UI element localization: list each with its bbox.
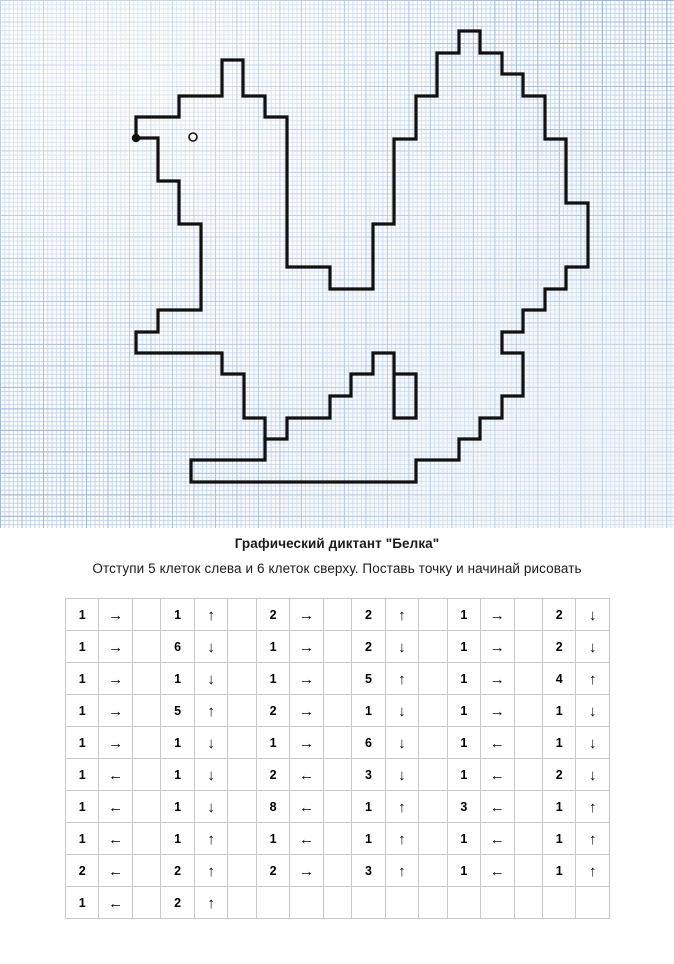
direction-arrow-icon xyxy=(99,855,132,887)
step-count: 3 xyxy=(352,759,385,791)
spacer-cell xyxy=(419,823,448,855)
step-count: 1 xyxy=(352,823,385,855)
direction-arrow-icon xyxy=(385,727,418,759)
step-count: 6 xyxy=(161,631,194,663)
table-row xyxy=(66,855,610,887)
arrow-glyph: ↑ xyxy=(207,607,215,624)
table-row xyxy=(66,791,610,823)
direction-arrow-icon xyxy=(194,791,227,823)
arrow-glyph: ← xyxy=(108,831,124,848)
direction-arrow-icon xyxy=(99,599,132,631)
step-count: 1 xyxy=(161,663,194,695)
direction-arrow-icon xyxy=(194,663,227,695)
direction-arrow-icon xyxy=(194,759,227,791)
arrow-glyph: ↓ xyxy=(398,767,406,784)
spacer-cell xyxy=(132,695,161,727)
step-count: 1 xyxy=(66,599,99,631)
spacer-cell xyxy=(419,727,448,759)
step-count: 1 xyxy=(447,663,480,695)
spacer-cell xyxy=(132,663,161,695)
direction-arrow-icon xyxy=(99,887,132,919)
start-point-dot xyxy=(132,134,140,142)
spacer-cell xyxy=(323,663,352,695)
arrow-glyph: ↓ xyxy=(207,639,215,656)
direction-arrow-icon xyxy=(290,695,323,727)
direction-arrow-icon xyxy=(385,855,418,887)
step-count: 1 xyxy=(352,791,385,823)
step-count: 1 xyxy=(543,823,576,855)
step-count: 1 xyxy=(447,599,480,631)
step-count: 2 xyxy=(66,855,99,887)
table-row xyxy=(66,727,610,759)
spacer-cell xyxy=(228,855,257,887)
table-row xyxy=(66,599,610,631)
step-count: 5 xyxy=(352,663,385,695)
arrow-glyph: ↓ xyxy=(207,799,215,816)
spacer-cell xyxy=(514,855,543,887)
direction-arrow-icon xyxy=(99,823,132,855)
spacer-cell xyxy=(132,855,161,887)
direction-arrow-icon xyxy=(194,631,227,663)
step-count: 1 xyxy=(543,727,576,759)
arrow-glyph: ← xyxy=(108,863,124,880)
step-count: 1 xyxy=(543,695,576,727)
step-count: 1 xyxy=(447,759,480,791)
arrow-glyph: ← xyxy=(108,895,124,912)
direction-arrow-icon xyxy=(481,631,514,663)
step-count xyxy=(543,887,576,919)
spacer-cell xyxy=(323,887,352,919)
spacer-cell xyxy=(228,695,257,727)
arrow-glyph: → xyxy=(298,735,314,752)
spacer-cell xyxy=(514,823,543,855)
arrow-glyph: → xyxy=(489,607,505,624)
spacer-cell xyxy=(228,823,257,855)
direction-arrow-icon xyxy=(194,727,227,759)
step-count: 8 xyxy=(256,791,289,823)
table-row xyxy=(66,663,610,695)
direction-arrow-icon xyxy=(290,823,323,855)
step-count: 1 xyxy=(66,727,99,759)
step-count: 1 xyxy=(66,791,99,823)
step-count: 1 xyxy=(66,887,99,919)
spacer-cell xyxy=(228,599,257,631)
direction-arrow-icon xyxy=(385,631,418,663)
arrow-glyph: ↑ xyxy=(588,671,597,688)
spacer-cell xyxy=(514,695,543,727)
spacer-cell xyxy=(419,887,448,919)
step-count: 1 xyxy=(256,727,289,759)
step-count: 1 xyxy=(543,791,576,823)
step-count: 1 xyxy=(543,855,576,887)
arrow-glyph: ← xyxy=(298,799,314,816)
arrow-glyph: ↓ xyxy=(588,735,597,752)
spacer-cell xyxy=(323,695,352,727)
spacer-cell xyxy=(514,759,543,791)
step-count: 1 xyxy=(256,631,289,663)
arrow-glyph: ↓ xyxy=(207,671,215,688)
arrow-glyph: ↓ xyxy=(588,767,597,784)
step-count: 2 xyxy=(543,759,576,791)
direction-arrow-icon xyxy=(194,855,227,887)
spacer-cell xyxy=(514,887,543,919)
direction-arrow-icon xyxy=(385,759,418,791)
arrow-glyph: → xyxy=(298,607,314,624)
direction-arrow-icon xyxy=(385,791,418,823)
direction-arrow-icon xyxy=(194,695,227,727)
arrow-glyph: ← xyxy=(298,831,314,848)
step-count: 2 xyxy=(352,599,385,631)
direction-arrow-icon xyxy=(194,599,227,631)
direction-arrow-icon xyxy=(576,695,610,727)
spacer-cell xyxy=(132,823,161,855)
direction-arrow-icon xyxy=(194,887,227,919)
direction-arrow-icon xyxy=(290,759,323,791)
step-count: 2 xyxy=(543,599,576,631)
arrow-glyph: ↑ xyxy=(588,863,597,880)
direction-arrow-icon xyxy=(99,791,132,823)
step-count: 2 xyxy=(256,855,289,887)
page-title: Графический диктант "Белка" xyxy=(234,536,440,551)
step-count: 1 xyxy=(66,695,99,727)
direction-arrow-icon xyxy=(576,663,610,695)
direction-arrow-icon xyxy=(576,791,610,823)
spacer-cell xyxy=(228,663,257,695)
table-row xyxy=(66,695,610,727)
direction-arrow-icon xyxy=(481,695,514,727)
spacer-cell xyxy=(419,695,448,727)
arrow-glyph: → xyxy=(298,863,314,880)
direction-arrow-icon xyxy=(385,663,418,695)
direction-arrow-icon xyxy=(385,599,418,631)
direction-arrow-icon xyxy=(385,887,418,919)
arrow-glyph: ← xyxy=(108,799,124,816)
arrow-glyph: ↑ xyxy=(588,831,597,848)
spacer-cell xyxy=(514,631,543,663)
arrow-glyph: → xyxy=(489,639,505,656)
arrow-glyph: ↑ xyxy=(207,895,215,912)
arrow-glyph: ↑ xyxy=(207,863,215,880)
step-count: 1 xyxy=(161,759,194,791)
direction-arrow-icon xyxy=(576,599,610,631)
arrow-glyph: ↑ xyxy=(398,831,406,848)
spacer-cell xyxy=(228,887,257,919)
step-count: 1 xyxy=(161,727,194,759)
direction-arrow-icon xyxy=(99,663,132,695)
step-count: 1 xyxy=(161,791,194,823)
direction-arrow-icon xyxy=(290,727,323,759)
direction-arrow-icon xyxy=(385,823,418,855)
direction-arrow-icon xyxy=(290,631,323,663)
eye-icon xyxy=(189,133,197,141)
spacer-cell xyxy=(228,791,257,823)
step-count: 1 xyxy=(447,823,480,855)
arrow-glyph: ← xyxy=(108,767,124,784)
direction-arrow-icon xyxy=(290,887,323,919)
direction-arrow-icon xyxy=(481,759,514,791)
arrow-glyph: → xyxy=(108,607,124,624)
direction-arrow-icon xyxy=(385,695,418,727)
arrow-glyph: ↓ xyxy=(207,735,215,752)
arrow-glyph: ↑ xyxy=(398,863,406,880)
arrow-glyph: ↓ xyxy=(588,607,597,624)
arrow-glyph: ← xyxy=(489,831,505,848)
spacer-cell xyxy=(228,631,257,663)
spacer-cell xyxy=(419,791,448,823)
spacer-cell xyxy=(419,855,448,887)
arrow-glyph: ← xyxy=(489,767,505,784)
arrow-glyph: ↓ xyxy=(588,639,597,656)
spacer-cell xyxy=(228,727,257,759)
step-count: 2 xyxy=(256,599,289,631)
step-count: 2 xyxy=(352,631,385,663)
arrow-glyph: → xyxy=(489,671,505,688)
arrow-glyph: ← xyxy=(298,767,314,784)
step-count: 2 xyxy=(161,887,194,919)
step-count: 1 xyxy=(447,727,480,759)
direction-arrow-icon xyxy=(99,759,132,791)
spacer-cell xyxy=(419,759,448,791)
spacer-cell xyxy=(323,791,352,823)
step-count: 5 xyxy=(161,695,194,727)
step-count: 1 xyxy=(66,663,99,695)
step-count: 6 xyxy=(352,727,385,759)
dictation-table-wrap xyxy=(65,598,610,919)
step-count xyxy=(447,887,480,919)
arrow-glyph: → xyxy=(298,671,314,688)
caption-block xyxy=(0,536,674,576)
spacer-cell xyxy=(419,599,448,631)
table-row xyxy=(66,823,610,855)
arrow-glyph: ← xyxy=(489,735,505,752)
direction-arrow-icon xyxy=(576,855,610,887)
arrow-glyph: ↓ xyxy=(398,735,406,752)
arrow-glyph: ↑ xyxy=(398,799,406,816)
table-row xyxy=(66,631,610,663)
step-count: 1 xyxy=(66,823,99,855)
step-count: 1 xyxy=(161,823,194,855)
step-count: 4 xyxy=(543,663,576,695)
instruction-text: Отступи 5 клеток слева и 6 клеток сверху. Поставь точку и начинай рисовать xyxy=(92,561,582,576)
arrow-glyph: ↓ xyxy=(398,639,406,656)
spacer-cell xyxy=(514,791,543,823)
spacer-cell xyxy=(323,631,352,663)
direction-arrow-icon xyxy=(290,791,323,823)
spacer-cell xyxy=(514,663,543,695)
table-row xyxy=(66,759,610,791)
arrow-glyph: → xyxy=(108,735,124,752)
direction-arrow-icon xyxy=(481,887,514,919)
direction-arrow-icon xyxy=(576,631,610,663)
arrow-glyph: ← xyxy=(489,799,505,816)
direction-arrow-icon xyxy=(290,663,323,695)
step-count: 1 xyxy=(447,695,480,727)
arrow-glyph: → xyxy=(489,703,505,720)
arrow-glyph: ↑ xyxy=(207,831,215,848)
spacer-cell xyxy=(323,823,352,855)
arrow-glyph: ↓ xyxy=(207,767,215,784)
spacer-cell xyxy=(132,599,161,631)
step-count: 2 xyxy=(543,631,576,663)
spacer-cell xyxy=(419,631,448,663)
step-count xyxy=(256,887,289,919)
direction-arrow-icon xyxy=(481,791,514,823)
step-count: 1 xyxy=(447,855,480,887)
spacer-cell xyxy=(132,727,161,759)
spacer-cell xyxy=(323,599,352,631)
direction-arrow-icon xyxy=(290,599,323,631)
step-count: 2 xyxy=(256,759,289,791)
step-count: 1 xyxy=(447,631,480,663)
spacer-cell xyxy=(323,855,352,887)
spacer-cell xyxy=(514,727,543,759)
step-count: 1 xyxy=(352,695,385,727)
direction-arrow-icon xyxy=(99,695,132,727)
spacer-cell xyxy=(132,791,161,823)
arrow-glyph: ↓ xyxy=(588,703,597,720)
spacer-cell xyxy=(132,887,161,919)
direction-arrow-icon xyxy=(576,823,610,855)
arrow-glyph: → xyxy=(108,703,124,720)
spacer-cell xyxy=(323,727,352,759)
spacer-cell xyxy=(132,759,161,791)
direction-arrow-icon xyxy=(481,823,514,855)
dictation-table-body xyxy=(66,599,610,919)
direction-arrow-icon xyxy=(481,599,514,631)
direction-arrow-icon xyxy=(576,887,610,919)
direction-arrow-icon xyxy=(194,823,227,855)
direction-arrow-icon xyxy=(290,855,323,887)
step-count: 1 xyxy=(66,759,99,791)
arrow-glyph: → xyxy=(108,671,124,688)
step-count: 1 xyxy=(161,599,194,631)
spacer-cell xyxy=(132,631,161,663)
arrow-glyph: ↓ xyxy=(398,703,406,720)
direction-arrow-icon xyxy=(576,759,610,791)
direction-arrow-icon xyxy=(481,663,514,695)
step-count: 2 xyxy=(161,855,194,887)
direction-arrow-icon xyxy=(481,727,514,759)
direction-arrow-icon xyxy=(481,855,514,887)
spacer-cell xyxy=(514,599,543,631)
arrow-glyph: ← xyxy=(489,863,505,880)
spacer-cell xyxy=(323,759,352,791)
arrow-glyph: ↑ xyxy=(207,703,215,720)
arrow-glyph: → xyxy=(298,703,314,720)
direction-arrow-icon xyxy=(99,727,132,759)
spacer-cell xyxy=(228,759,257,791)
step-count: 3 xyxy=(447,791,480,823)
arrow-glyph: → xyxy=(108,639,124,656)
step-count: 1 xyxy=(256,663,289,695)
step-count: 3 xyxy=(352,855,385,887)
dictation-table xyxy=(65,598,610,919)
spacer-cell xyxy=(419,663,448,695)
arrow-glyph: ↑ xyxy=(398,607,406,624)
table-row xyxy=(66,887,610,919)
arrow-glyph: → xyxy=(298,639,314,656)
step-count xyxy=(352,887,385,919)
step-count: 1 xyxy=(256,823,289,855)
direction-arrow-icon xyxy=(576,727,610,759)
arrow-glyph: ↑ xyxy=(398,671,406,688)
direction-arrow-icon xyxy=(99,631,132,663)
arrow-glyph: ↑ xyxy=(588,799,597,816)
step-count: 2 xyxy=(256,695,289,727)
step-count: 1 xyxy=(66,631,99,663)
